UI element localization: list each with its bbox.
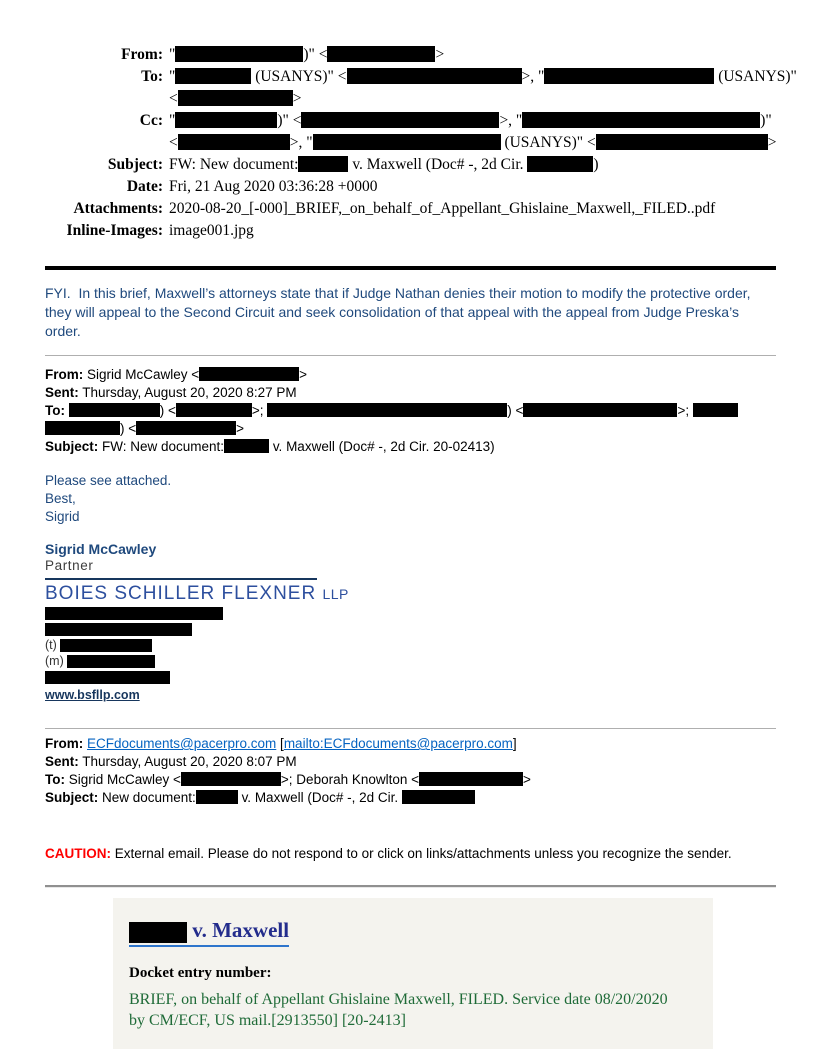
to-value: " (USANYS)" < >, " (USANYS)" < > bbox=[169, 68, 797, 107]
firm-logo bbox=[45, 583, 776, 605]
signature-block bbox=[45, 540, 776, 704]
website-link[interactable]: www.bsfllp.com bbox=[45, 688, 140, 702]
q1-subject-line: Subject: FW: New document: v. Maxwell (Doc# -, 2d Cir. 20-02413) bbox=[45, 439, 495, 454]
signature-phone-m: (m) bbox=[45, 654, 776, 669]
q1-from-label: From: bbox=[45, 367, 84, 382]
attachments-value: 2020-08-20_[-000]_BRIEF,_on_behalf_of_Appellant_Ghislaine_Maxwell,_FILED..pdf bbox=[169, 200, 716, 217]
q2-sent-label: Sent: bbox=[45, 754, 79, 769]
redaction-bar bbox=[301, 112, 499, 128]
redaction-bar bbox=[60, 639, 152, 652]
email-address-link[interactable]: mailto:ECFdocuments@pacerpro.com bbox=[283, 736, 513, 751]
q2-subject-label: Subject: bbox=[45, 790, 99, 805]
subject-value: FW: New document: v. Maxwell (Doc# -, 2d Cir. ) bbox=[169, 156, 599, 173]
redaction-bar bbox=[45, 421, 120, 435]
redaction-bar bbox=[136, 421, 236, 435]
from-label: From: bbox=[121, 46, 163, 63]
redaction-bar bbox=[176, 403, 252, 417]
signature-title: Partner bbox=[45, 558, 94, 573]
redaction-bar bbox=[175, 68, 251, 84]
redaction-bar bbox=[419, 772, 523, 786]
header-row-inline-images bbox=[45, 220, 776, 242]
q1-subject-label: Subject: bbox=[45, 439, 99, 454]
subject-label: Subject: bbox=[107, 156, 163, 173]
q1-to-line: To: ) < >; ) < >; bbox=[45, 402, 776, 420]
redaction-bar bbox=[45, 671, 170, 684]
redaction-bar bbox=[402, 790, 475, 804]
cc-value: " )" < >, " )" < >, " (USANYS)" < > bbox=[169, 112, 777, 151]
redaction-bar bbox=[199, 367, 299, 381]
redaction-bar bbox=[523, 403, 677, 417]
inline-images-label: Inline-Images: bbox=[66, 222, 163, 239]
signature-address-1 bbox=[45, 606, 776, 621]
docket-text-line: BRIEF, on behalf of Appellant Ghislaine Maxwell, FILED. Service date 08/20/2020 bbox=[129, 991, 668, 1008]
redaction-bar bbox=[327, 46, 435, 62]
fyi-note: FYI. In this brief, Maxwell’s attorneys state that if Judge Nathan denies their motion to modify the protective order, they will appeal to the Second Circuit and seek consolidation of that appeal with the appeal from Judge Preska’s order. bbox=[45, 285, 751, 339]
header-row-cc bbox=[45, 110, 776, 154]
redaction-bar bbox=[178, 134, 290, 150]
redaction-bar bbox=[178, 90, 293, 106]
to-label: To: bbox=[141, 68, 163, 85]
body-line: Please see attached. bbox=[45, 473, 172, 488]
docket-text-line: by CM/ECF, US mail.[2913550] [20-2413] bbox=[129, 1012, 406, 1029]
body-line: Sigrid bbox=[45, 509, 80, 524]
caution-banner bbox=[45, 845, 776, 863]
redaction-bar bbox=[267, 403, 507, 417]
docket-box bbox=[113, 898, 713, 1049]
from-value: " )" < > bbox=[169, 46, 445, 63]
divider-docket-box bbox=[45, 885, 776, 888]
message-header bbox=[45, 44, 797, 242]
caution-text: External email. Please do not respond to or click on links/attachments unless you recognize the sender. bbox=[111, 846, 732, 861]
signature-address-2 bbox=[45, 622, 776, 637]
firm-suffix: LLP bbox=[322, 586, 349, 602]
redaction-bar bbox=[298, 156, 348, 172]
divider-quoted-email-1 bbox=[45, 355, 776, 356]
header-row-subject bbox=[45, 154, 776, 176]
divider-quoted-email-2 bbox=[45, 728, 776, 729]
redaction-bar bbox=[175, 112, 277, 128]
q2-to-line: To: Sigrid McCawley < >; Deborah Knowlton < > bbox=[45, 772, 531, 787]
body-line: Best, bbox=[45, 491, 76, 506]
header-divider bbox=[45, 266, 776, 270]
case-title-link[interactable]: v. Maxwell bbox=[129, 918, 289, 947]
header-row-to bbox=[45, 66, 797, 110]
q2-subject-line: Subject: New document: v. Maxwell (Doc# -, 2d Cir. bbox=[45, 789, 776, 807]
redaction-bar bbox=[224, 439, 269, 453]
signature-phone-t: (t) bbox=[45, 638, 776, 653]
quoted-email-1-header bbox=[45, 366, 776, 456]
email-body bbox=[45, 472, 776, 526]
redaction-bar bbox=[347, 68, 522, 84]
signature-email bbox=[45, 670, 776, 685]
quoted-email-2-header bbox=[45, 735, 776, 807]
inline-images-value: image001.jpg bbox=[169, 222, 254, 239]
q1-sent-label: Sent: bbox=[45, 385, 79, 400]
redaction-bar bbox=[181, 772, 281, 786]
cc-label: Cc: bbox=[139, 112, 163, 129]
header-row-attachments bbox=[45, 198, 776, 220]
date-value: Fri, 21 Aug 2020 03:36:28 +0000 bbox=[169, 178, 378, 195]
redaction-bar bbox=[522, 112, 760, 128]
q1-to-label: To: bbox=[45, 403, 65, 418]
caution-label: CAUTION: bbox=[45, 846, 111, 861]
redaction-bar bbox=[313, 134, 501, 150]
q1-to-line-2: ) < > bbox=[45, 420, 776, 438]
q2-to-label: To: bbox=[45, 772, 65, 787]
date-label: Date: bbox=[126, 178, 163, 195]
firm-name: BOIES SCHILLER FLEXNER bbox=[45, 583, 317, 604]
docket-entry-label: Docket entry number: bbox=[129, 965, 272, 981]
redaction-bar bbox=[693, 403, 738, 417]
redaction-bar bbox=[69, 403, 160, 417]
q1-from-line: From: Sigrid McCawley < > bbox=[45, 367, 308, 382]
signature-divider bbox=[45, 578, 317, 580]
redaction-bar bbox=[67, 655, 155, 668]
redaction-bar bbox=[45, 607, 223, 620]
q2-from-label: From: bbox=[45, 736, 84, 751]
attachments-label: Attachments: bbox=[73, 200, 163, 217]
redaction-bar bbox=[544, 68, 714, 84]
redaction-bar bbox=[129, 922, 187, 943]
header-row-date bbox=[45, 176, 776, 198]
redaction-bar bbox=[196, 790, 238, 804]
redaction-bar bbox=[45, 623, 192, 636]
q2-from-line: From: ECFdocuments@pacerpro.com [mailto:ECFdocuments@pacerpro.com] bbox=[45, 736, 517, 751]
signature-name: Sigrid McCawley bbox=[45, 541, 157, 557]
redaction-bar bbox=[596, 134, 768, 150]
email-address-link[interactable]: ECFdocuments@pacerpro.com bbox=[87, 736, 277, 751]
redaction-bar bbox=[175, 46, 303, 62]
header-row-from bbox=[45, 44, 776, 66]
redaction-bar bbox=[527, 156, 593, 172]
q2-sent-line: Sent: Thursday, August 20, 2020 8:07 PM bbox=[45, 754, 297, 769]
docket-entry-text bbox=[129, 989, 697, 1031]
q1-sent-line: Sent: Thursday, August 20, 2020 8:27 PM bbox=[45, 385, 297, 400]
